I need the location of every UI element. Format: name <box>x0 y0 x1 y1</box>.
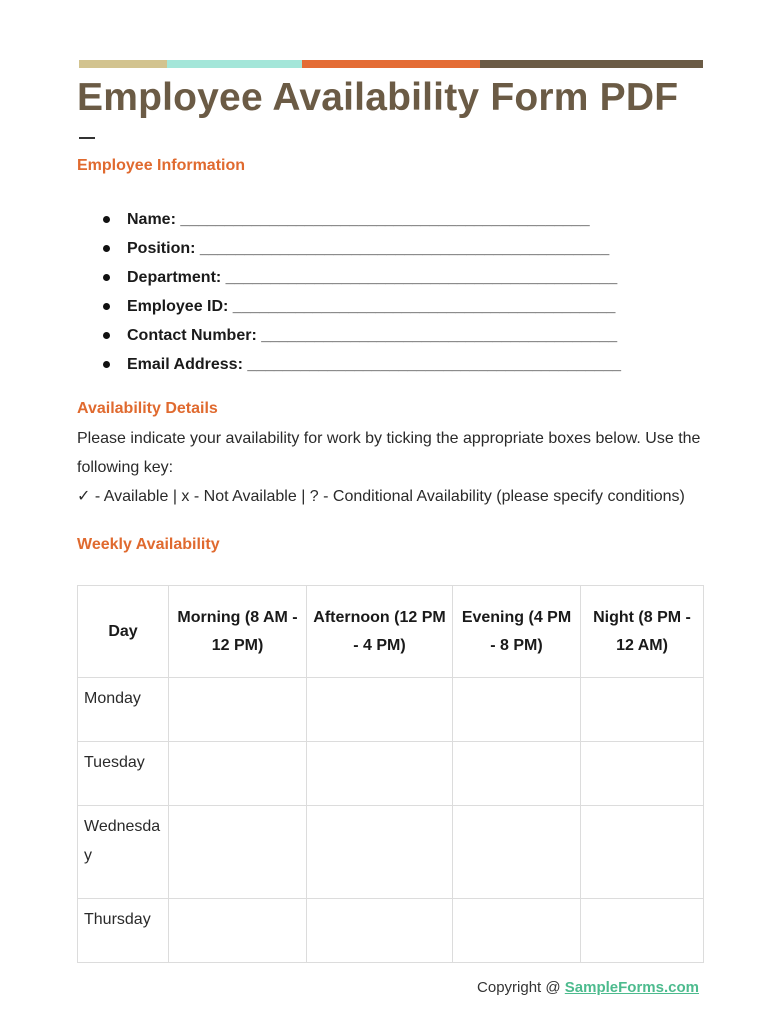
availability-cell-night[interactable] <box>581 899 704 963</box>
header-day: Day <box>78 586 169 678</box>
field-email-address-label: Email Address: __________________________________________ <box>127 355 622 373</box>
copyright-text: Copyright @ <box>477 979 565 996</box>
availability-cell-morning[interactable] <box>169 806 307 899</box>
field-contact-number-label: Contact Number: ________________________________________ <box>127 326 618 344</box>
field-name[interactable] <box>101 205 621 234</box>
availability-details-heading: Availability Details <box>77 400 218 417</box>
header-night: Night (8 PM - 12 AM) <box>581 586 704 678</box>
field-employee-id[interactable] <box>101 292 621 321</box>
availability-cell-afternoon[interactable] <box>307 742 453 806</box>
availability-cell-morning[interactable] <box>169 678 307 742</box>
day-label: Wednesday <box>78 806 169 899</box>
bullet-icon <box>103 216 110 223</box>
availability-key: ✓ - Available | x - Not Available | ? - Conditional Availability (please specify conditions) <box>77 488 685 505</box>
field-department-label: Department: ____________________________________________ <box>127 268 618 286</box>
page-title: Employee Availability Form PDF <box>77 76 679 119</box>
brand-link[interactable]: SampleForms.com <box>564 979 699 996</box>
field-department[interactable] <box>101 263 621 292</box>
color-bar <box>79 60 703 68</box>
weekly-availability-heading: Weekly Availability <box>77 536 220 553</box>
availability-cell-morning[interactable] <box>169 899 307 963</box>
color-bar-segment-mint <box>167 60 302 68</box>
availability-cell-afternoon[interactable] <box>307 678 453 742</box>
availability-cell-evening[interactable] <box>453 742 581 806</box>
availability-cell-afternoon[interactable] <box>307 806 453 899</box>
color-bar-segment-orange <box>302 60 480 68</box>
bullet-icon <box>103 303 110 310</box>
availability-cell-evening[interactable] <box>453 678 581 742</box>
day-label: Monday <box>78 678 169 742</box>
field-email-address[interactable] <box>101 350 621 379</box>
table-row <box>78 678 704 742</box>
availability-cell-evening[interactable] <box>453 806 581 899</box>
table-header-row <box>78 586 704 678</box>
weekly-availability-table <box>77 585 704 963</box>
availability-cell-afternoon[interactable] <box>307 899 453 963</box>
employee-information-heading: Employee Information <box>77 157 246 174</box>
field-employee-id-label: Employee ID: ___________________________________________ <box>127 297 616 315</box>
table-row <box>78 806 704 899</box>
day-label: Tuesday <box>78 742 169 806</box>
availability-cell-evening[interactable] <box>453 899 581 963</box>
availability-cell-night[interactable] <box>581 742 704 806</box>
availability-cell-night[interactable] <box>581 678 704 742</box>
field-contact-number[interactable] <box>101 321 621 350</box>
color-bar-segment-tan <box>79 60 167 68</box>
table-row <box>78 899 704 963</box>
field-position[interactable] <box>101 234 621 263</box>
field-name-label: Name: ______________________________________________ <box>127 210 590 228</box>
bullet-icon <box>103 332 110 339</box>
bullet-icon <box>103 361 110 368</box>
day-label: Thursday <box>78 899 169 963</box>
header-evening: Evening (4 PM - 8 PM) <box>453 586 581 678</box>
header-afternoon: Afternoon (12 PM - 4 PM) <box>307 586 453 678</box>
bullet-icon <box>103 274 110 281</box>
availability-cell-morning[interactable] <box>169 742 307 806</box>
color-bar-segment-brown <box>480 60 703 68</box>
field-position-label: Position: ______________________________________________ <box>127 239 610 257</box>
bullet-icon <box>103 245 110 252</box>
title-underline-dash <box>79 137 95 139</box>
table-row <box>78 742 704 806</box>
employee-info-list <box>101 205 621 379</box>
footer-copyright <box>477 979 699 996</box>
header-morning: Morning (8 AM - 12 PM) <box>169 586 307 678</box>
availability-cell-night[interactable] <box>581 806 704 899</box>
availability-instructions: Please indicate your availability for work by ticking the appropriate boxes below. Use the following key: <box>77 430 701 476</box>
